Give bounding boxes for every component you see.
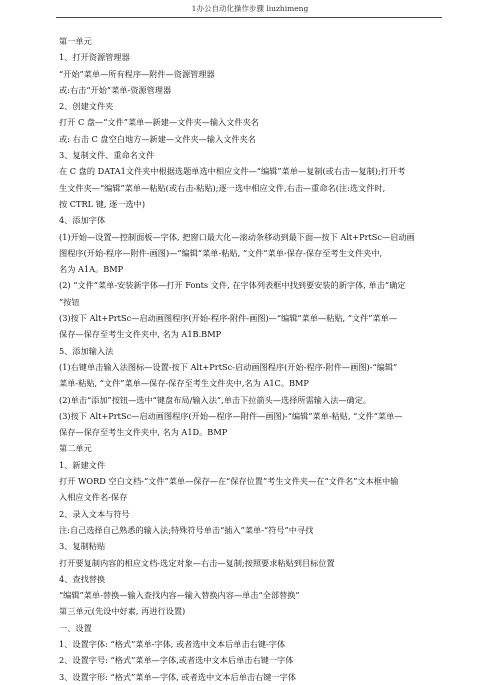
- text-line: 2、录入文本与符号: [59, 508, 130, 519]
- text-line: 打开要复制内容的相应文档-选定对象—右击—复制;按照要求粘贴到目标位置: [59, 557, 335, 568]
- text-line: 打开 WORD 空白文档-“文件”菜单—保存—在“保存位置”考生文件夹—在“文件名”文本框中输: [59, 476, 399, 487]
- text-line: 第二单元: [59, 443, 92, 454]
- document-body: [59, 33, 445, 685]
- text-line: 4、添加字体: [59, 215, 106, 226]
- header-rule: [56, 17, 442, 18]
- text-line: (1)开始—设置—控制面板—字体, 把窗口最大化—滚动条移动到最下面—按下 Alt+PrtSc—启动画: [59, 231, 415, 242]
- text-line: 注:自己选择自己熟悉的输入法;特殊符号单击“插入”菜单-“符号”中寻找: [59, 524, 314, 535]
- text-line: 3、设置字形: “格式”菜单—字体, 或者选中文本后单击右键一字体: [59, 671, 297, 682]
- text-line: (3)按下 Alt+PrtSc—启动画图程序(开始-程序-附件-画图)—“编辑”菜单—粘贴, “文件”菜单—: [59, 313, 398, 324]
- text-line: 3、复制粘贴: [59, 541, 106, 552]
- text-line: (2) “文件”菜单-安装新字体—打开 Fonts 文件, 在字体列表框中找到要安装的新字体, 单击“确定: [59, 280, 406, 291]
- text-line: 1、设置字体: “格式”菜单-字体, 或者选中文本后单击右键-字体: [59, 638, 286, 649]
- text-line: 3、复制文件、重命名文件: [59, 150, 155, 161]
- text-line: 打开 C 盘—“文件”菜单—新建—文件夹—输入文件夹名: [59, 117, 259, 128]
- text-line: 2、创建文件夹: [59, 101, 114, 112]
- text-line: 第一单元: [59, 36, 92, 46]
- text-line: 按 CTRL 键, 逐一选中): [59, 198, 146, 209]
- text-line: 菜单-粘贴, “文件”菜单—保存-保存至考生文件夹中,名为 A1C。BMP: [59, 378, 309, 389]
- text-line: ”按钮: [59, 296, 80, 307]
- text-line: 在 C 盘的 DATA1文件夹中根据选题单选中相应文件—“编辑”菜单—复制(或右击—复制);打开考: [59, 166, 406, 177]
- text-line: 保存—保存至考生文件夹中, 名为 A1D。BMP: [59, 427, 228, 438]
- text-line: 入相应文件名-保存: [59, 492, 128, 503]
- text-line: 1、新建文件: [59, 459, 106, 470]
- text-line: 或: 右击 C 盘空白地方—新建—文件夹—输入文件夹名: [59, 133, 256, 144]
- text-line: (2)单击“添加”按钮—选中“键盘布局/输入法”,单击下拉箭头—选择所需输入法—确定。: [59, 394, 372, 405]
- text-line: 图程序(开始-程序—附件-画图)—“编辑”菜单-粘贴, “文件”菜单-保存-保存至考生文件夹中,: [59, 247, 383, 258]
- text-line: (3)按下 Alt+PrtSc—启动画图程序(开始—程序—附件—画图)-“编辑”菜单-粘贴, “文件”菜单—: [59, 410, 403, 421]
- text-line: 5、添加输入法: [59, 345, 114, 356]
- text-line: 第三单元(先设中好素, 再进行设置): [59, 606, 186, 617]
- text-line: 生文件夹—“编辑”菜单—粘贴(或右击-粘贴);逐一选中相应文件,右击—重命名(注:选文件时,: [59, 182, 386, 193]
- text-line: (1)右键单击输入法图标—设置-按下 Alt+PrtSc-启动画图程序(开始-程序-附件—画图)-“编辑”: [59, 361, 398, 372]
- text-line: “编辑”菜单-替换—输入查找内容—输入替换内容—单击“全部替换”: [59, 590, 300, 601]
- text-line: 1、打开资源管理器: [59, 52, 130, 63]
- text-line: 名为 A1A。BMP: [59, 264, 124, 275]
- text-line: 2、设置字号: “格式”菜单—字体,或者选中文本后单击右键一字体: [59, 655, 294, 666]
- page-header: 1办公自动化操作步骤 liuzhimeng: [191, 4, 309, 13]
- text-line: 保存—保存至考生文件夹中, 名为 A1B.BMP: [59, 329, 222, 340]
- text-line: “开始”菜单—所有程序—附件—资源管理器: [59, 68, 215, 79]
- text-line: 4、查找替换: [59, 573, 106, 584]
- text-line: 或:右击“开始”菜单-资源管理器: [59, 84, 172, 95]
- text-line: 一、设置: [59, 622, 92, 633]
